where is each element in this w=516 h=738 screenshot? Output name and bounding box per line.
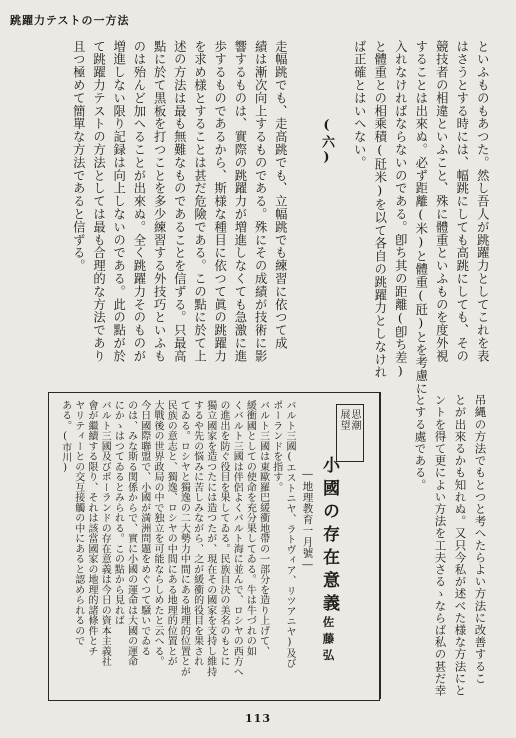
main-text-line: と體重との相乘積(瓩米)を以て各自の跳躍力としなけれ [372, 40, 387, 379]
section-heading-text: (六) [319, 118, 334, 167]
right-text-line: 吊縄の方法でもとつと考へたらよい方法に改善するこ [473, 394, 488, 685]
column-body-line: 會が繼續する限り、それは該當國家の地理的諸條件とチ [86, 400, 97, 657]
main-text-line: 響するものは、實際の跳躍力が増進しなくても急激に進 [232, 40, 247, 363]
column-body-line: 今日國際聯盟で、小國が満洲問題をめぐつて騒いでゐる [138, 400, 150, 657]
running-header: 跳躍力テストの一方法 [10, 14, 130, 27]
column-title: 小國の存在意義 [319, 456, 339, 617]
column-body-line: 獨立國家を造つたには造つたが、現在その國家を支持し維持 [204, 400, 216, 677]
main-text-line: 點に於て黒板を打つことを多少練習する外技巧といふも [152, 40, 167, 363]
page-number: 113 [245, 712, 271, 725]
main-text-line: はさうとする時には、幅跳にしても高跳にしても、その [454, 40, 469, 363]
column-label [336, 404, 364, 462]
main-text-line: することは出來ぬ。必ず距離(米)と體重(瓩)とを考慮に [413, 40, 428, 396]
column-body-line: のは、みな斯る関係からで、實に小國の運命は大國の運命 [125, 400, 137, 667]
main-text-line: て跳躍力テストの方法としては最も合理的な方法であり [91, 40, 106, 363]
column-body-line: するや先の悩みに苦しみながら、之が緩衝的役目を果され [191, 400, 203, 667]
main-text-line: ば正確とはいへない。 [352, 40, 367, 169]
main-text-line: 増進しない限り記録は向上しないのである。此の點が於 [111, 40, 126, 363]
main-text-line: を求め様とすることは甚だ危險である。この點に於て上 [192, 40, 207, 363]
main-text-line: 入れなければならないのである。卽ち其の距離(卽ち差) [393, 40, 408, 379]
column-body-line: の進出を防ぐ役目を果してゐる。民族自決の美名のもとに [218, 400, 229, 667]
right-text-line: とが出來るかも知れぬ。又只今私が述べた様な方法にと [453, 394, 468, 697]
column-body-line: バルト三國及びポーランドの存在意義は今日の資本主義社 [99, 400, 111, 667]
column-body-line: にかゝはつてゐるとみられる。この點から見れば [112, 400, 124, 626]
column-author: 佐藤弘 [321, 616, 336, 666]
column-label-line2: 展望 [338, 409, 349, 431]
column-body-line: ある。(市川) [59, 400, 71, 474]
column-body-line: 緩衝國としての使命を充分果してゐる。牛は牛づれの如 [244, 400, 256, 657]
column-body-line: ポーランドを指す。 [270, 400, 282, 493]
column-body-line: てゐる。ロシヤと獨逸の二大勢力中間にある地理的位置とが [178, 400, 190, 677]
main-text-line: のは殆んど加へることが出來ぬ。全く跳躍力そのものが [131, 40, 146, 363]
main-text-line: 績は漸次向上するものである。殊にその成績が技術に影 [253, 40, 268, 363]
column-body-line: ヤリティーとの交互接觸の中にあると認められるので [72, 400, 84, 646]
right-text-line: ントを得て更によい方法を工夫さるゝならば私の甚だ幸 [433, 394, 448, 697]
column-subtitle: ―地理教育一月號― [301, 468, 314, 571]
column-body-line: 民族の意志と、獨逸、ロシヤの中間にある地理的位置とが [165, 400, 177, 667]
column-label-line1: 思潮 [349, 409, 360, 431]
main-text-line: といふものもあつた。然し吾人が跳躍力としてこれを表 [475, 40, 490, 363]
column-divider [380, 392, 381, 699]
column-body-line: バルト三國(エストニヤ、ラトヴィア、リツアニヤ)及び [284, 400, 295, 669]
right-text-line: とする處である。 [413, 394, 428, 491]
column-body-line: 大戰後の世界政局の中で独立を可能ならしめたと云へる。 [152, 400, 163, 667]
main-text-line: 且つ極めて簡單な方法であると信ずる。 [71, 40, 86, 273]
column-body-line: バルト三國は東歐羅巴緩衝地帶の一部分を造り上げて、 [257, 400, 269, 657]
main-text-line: 歩するものであるから、斯様な種目に依つて眞の跳躍力 [212, 40, 227, 363]
main-text-line: 走幅跳でも、走高跳でも、立幅跳でも練習に依つて成 [273, 40, 288, 350]
column-body-line: くバルト三國は伴侶よくバルト海に並んで、ロシヤの西方へ [231, 400, 243, 677]
main-text-line: 競技者の相違といふこと、殊に體重といふものを度外視 [434, 40, 449, 363]
main-text-line: 述の方法は最も無難なものであることを信ずる。只最高 [172, 40, 187, 363]
